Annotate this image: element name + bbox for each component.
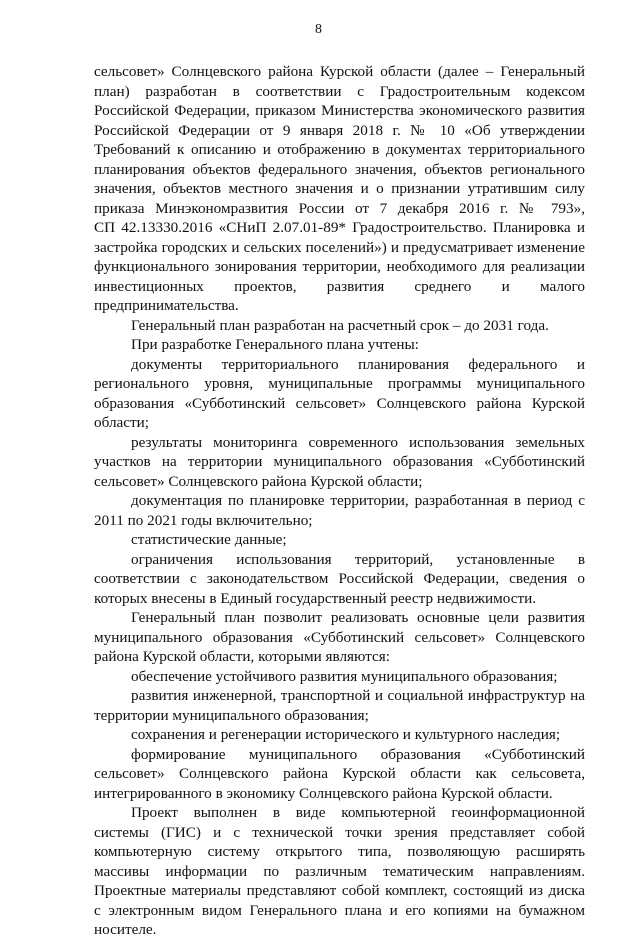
text-line: образования «Субботинский сельсовет» Солнцевского района Курской [94,394,585,412]
text-line: участков на территории муниципального образования «Субботинский [94,453,585,470]
text-line: Российской Федерации от 9 января 2018 г. № 10 «Об утверждении [94,121,585,139]
text-line: сельсовет» Солнцевского района Курской области как сельсовета, [94,765,585,782]
text-line: территории муниципального образования; [94,706,369,724]
text-line: Генеральный план позволит реализовать основные цели развития [131,609,585,626]
text-line: Проектные материалы представляют собой комплект, состоящий из диска [94,882,585,899]
text-line: Требований к описанию и отображению в документах территориального [94,141,585,158]
text-line: развития инженерной, транспортной и социальной инфраструктур на [131,687,585,704]
text-line: компьютерную систему открытого типа, позволяющую расширять [94,843,585,860]
text-line: СП 42.13330.2016 «СНиП 2.07.01-89* Градостроительство. Планировка и [94,219,585,236]
text-line: муниципального образования «Субботинский сельсовет» Солнцевского [94,628,585,646]
text-line: Проект выполнен в виде компьютерной геоинформационной [131,804,585,821]
document-body [94,62,585,940]
text-line: Российской Федерации, приказом Министерства экономического развития [94,102,585,119]
text-line: регионального уровня, муниципальные программы муниципального [94,375,585,392]
text-line: планирования объектов федерального значения, объектов регионального [94,160,585,178]
text-line: сельсовет» Солнцевского района Курской области (далее – Генеральный [94,63,585,80]
text-line: района Курской области, которыми являются: [94,648,390,665]
text-line: которых внесены в Единый государственный реестр недвижимости. [94,589,537,607]
text-line: функционального зонирования территории, необходимого для реализации [94,258,585,275]
text-line: сельсовет» Солнцевского района Курской области; [94,472,423,490]
text-line: значения, объектов местного значения и о признании утратившим силу [94,180,585,197]
text-line: массивы информации по различным тематическим направлениям. [94,862,585,880]
text-line: интегрированного в экономику Солнцевского района Курской области. [94,784,553,802]
text-line: системы (ГИС) и с технической точки зрения представляет собой [94,823,585,841]
text-line: застройка городских и сельских поселений») и предусматривает изменение [94,238,585,256]
text-line: 2011 по 2021 годы включительно; [94,511,313,529]
text-line: соответствии с законодательством Российской Федерации, сведения о [94,570,585,587]
text-line: предпринимательства. [94,297,239,314]
text-line: области; [94,414,149,431]
page-number: 8 [315,22,322,37]
text-line: обеспечение устойчивого развития муниципального образования; [131,667,558,685]
text-line: При разработке Генерального плана учтены: [131,336,419,353]
text-line: инвестиционных проектов, развития среднего и малого [94,277,585,295]
text-line: план) разработан в соответствии с Градостроительным кодексом [94,82,585,100]
text-line: Генеральный план разработан на расчетный срок – до 2031 года. [131,316,549,334]
text-line: приказа Минэкономразвития России от 7 декабря 2016 г. № 793», [94,199,585,217]
text-line: документы территориального планирования федерального и [131,355,585,373]
text-line: сохранения и регенерации исторического и культурного наследия; [131,726,561,743]
text-line: ограничения использования территорий, установленные в [131,550,585,568]
text-line: носителе. [94,921,157,938]
text-line: документация по планировке территории, разработанная в период с [131,492,585,509]
text-line: с электронным видом Генерального плана и его копиями на бумажном [94,901,585,919]
text-line: статистические данные; [131,531,287,548]
text-line: формирование муниципального образования «Субботинский [131,745,585,763]
text-line: результаты мониторинга современного использования земельных [131,433,585,451]
